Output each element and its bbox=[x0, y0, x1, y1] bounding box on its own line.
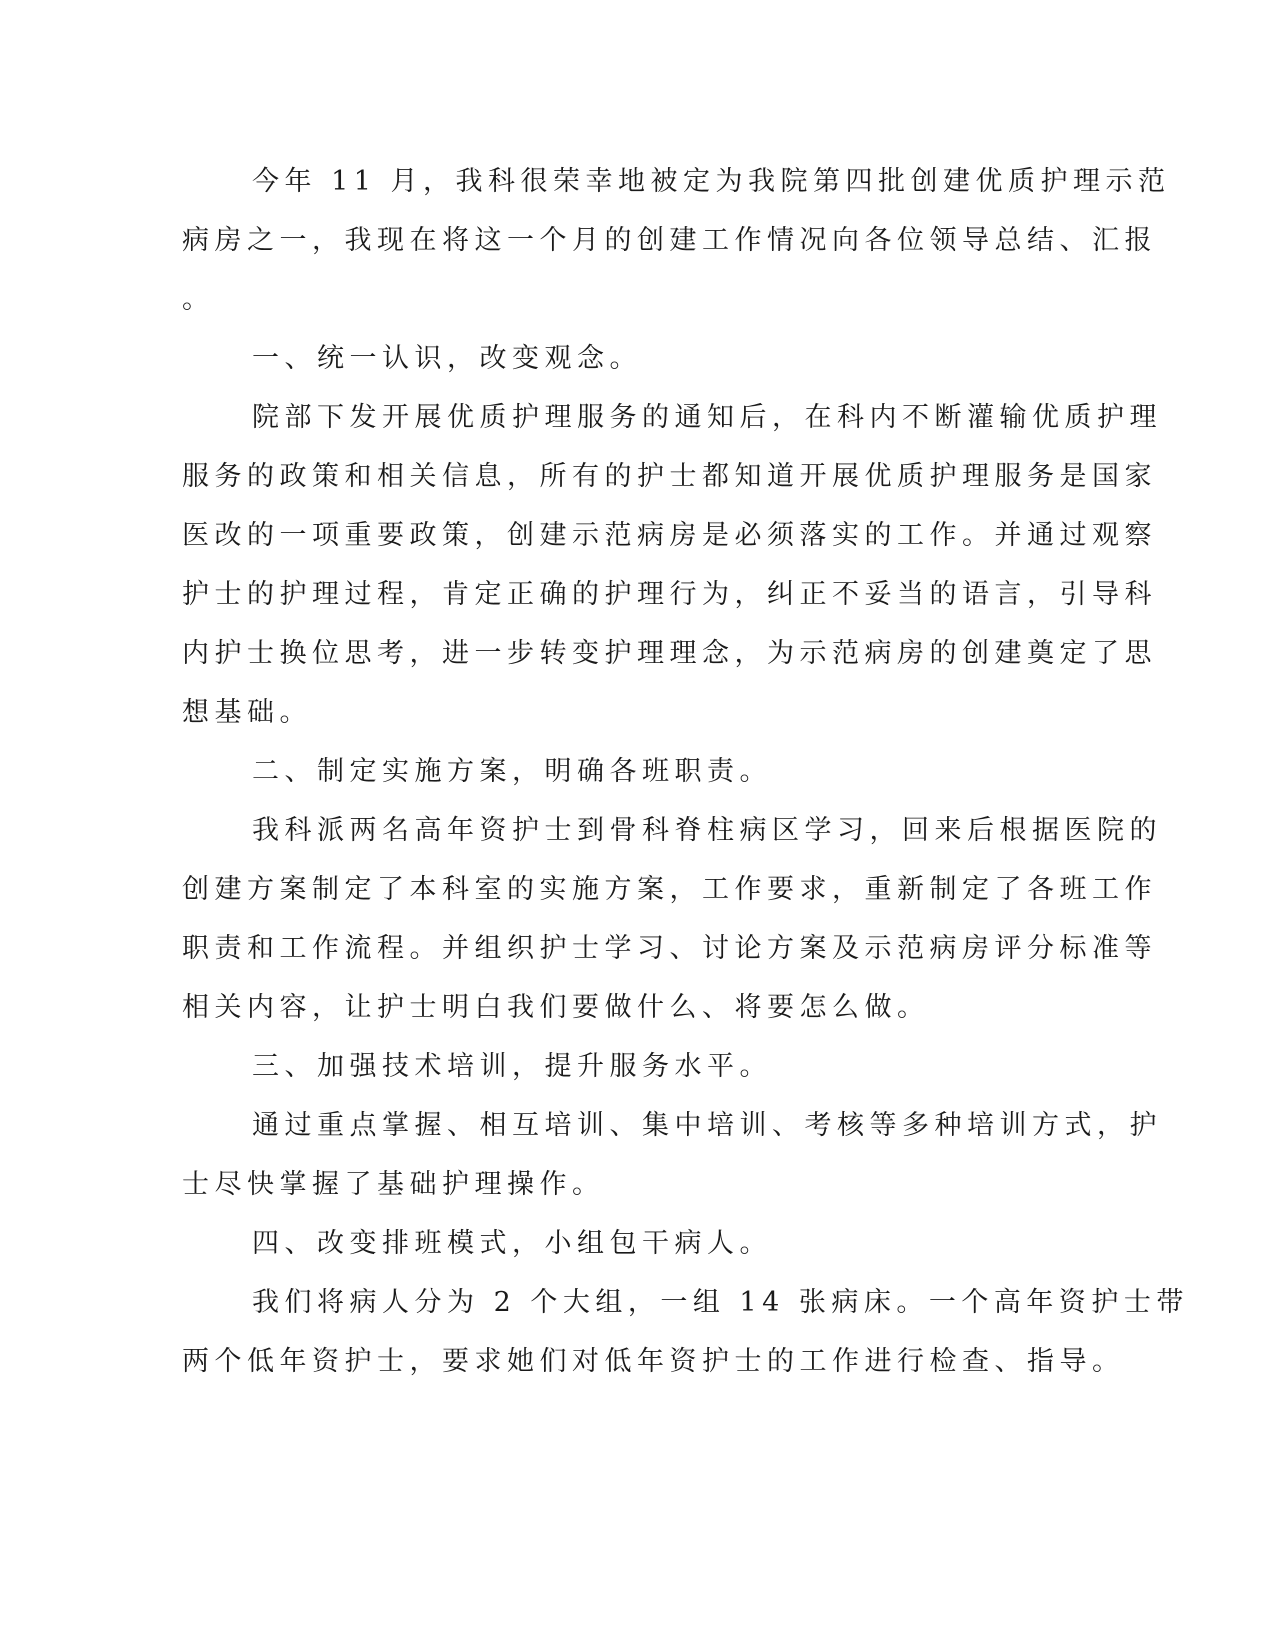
paragraph-2-line-4: 相关内容，让护士明白我们要做什么、将要怎么做。 bbox=[182, 992, 930, 1023]
paragraph-2-line-1: 我科派两名高年资护士到骨科脊柱病区学习，回来后根据医院的 bbox=[252, 815, 1162, 846]
document-body bbox=[182, 152, 1189, 1391]
paragraph-1-line-5: 内护士换位思考，进一步转变护理理念，为示范病房的创建奠定了思 bbox=[182, 638, 1157, 669]
paragraph-1-line-1: 院部下发开展优质护理服务的通知后，在科内不断灌输优质护理 bbox=[252, 402, 1162, 433]
paragraph-1-line-6: 想基础。 bbox=[182, 697, 312, 728]
paragraph-4-line-2: 两个低年资护士，要求她们对低年资护士的工作进行检查、指导。 bbox=[182, 1346, 1125, 1377]
paragraph-3-line-2: 士尽快掌握了基础护理操作。 bbox=[182, 1169, 605, 1200]
paragraph-4-line-1: 我们将病人分为 2 个大组，一组 14 张病床。一个高年资护士带 bbox=[252, 1287, 1189, 1318]
section-heading-3: 三、加强技术培训，提升服务水平。 bbox=[252, 1051, 772, 1082]
section-heading-2: 二、制定实施方案，明确各班职责。 bbox=[252, 756, 772, 787]
paragraph-intro-line-3: 。 bbox=[182, 284, 215, 315]
paragraph-1-line-3: 医改的一项重要政策，创建示范病房是必须落实的工作。并通过观察 bbox=[182, 520, 1157, 551]
paragraph-1-line-2: 服务的政策和相关信息，所有的护士都知道开展优质护理服务是国家 bbox=[182, 461, 1157, 492]
section-heading-4: 四、改变排班模式，小组包干病人。 bbox=[252, 1228, 772, 1259]
paragraph-2-line-2: 创建方案制定了本科室的实施方案，工作要求，重新制定了各班工作 bbox=[182, 874, 1157, 905]
paragraph-intro-line-2: 病房之一，我现在将这一个月的创建工作情况向各位领导总结、汇报 bbox=[182, 225, 1157, 256]
section-heading-1: 一、统一认识，改变观念。 bbox=[252, 343, 642, 374]
paragraph-intro-line-1: 今年 11 月，我科很荣幸地被定为我院第四批创建优质护理示范 bbox=[252, 166, 1171, 197]
paragraph-1-line-4: 护士的护理过程，肯定正确的护理行为，纠正不妥当的语言，引导科 bbox=[182, 579, 1157, 610]
paragraph-3-line-1: 通过重点掌握、相互培训、集中培训、考核等多种培训方式，护 bbox=[252, 1110, 1162, 1141]
paragraph-2-line-3: 职责和工作流程。并组织护士学习、讨论方案及示范病房评分标准等 bbox=[182, 933, 1157, 964]
